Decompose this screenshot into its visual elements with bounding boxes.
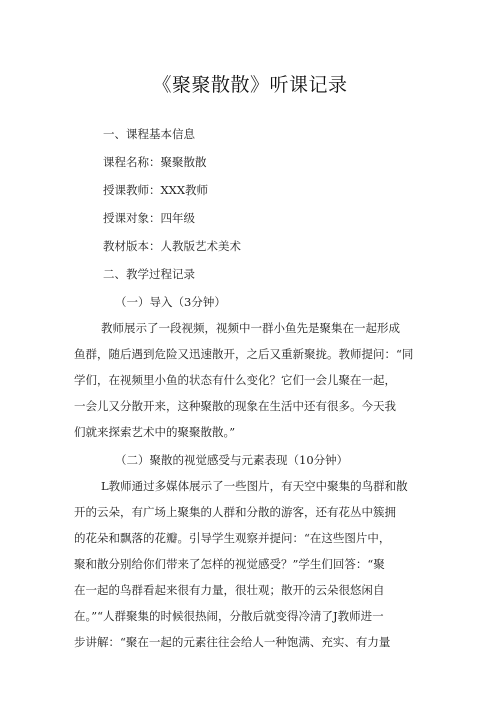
paragraph-line: 教师展示了一段视频，视频中一群小鱼先是聚集在一起形成 [101, 321, 400, 335]
document-title: 《聚聚散散》听课记录 [152, 74, 348, 96]
section-heading-process: 二、教学过程记录 [103, 267, 195, 281]
paragraph-line: 学们，在视频里小鱼的状态有什么变化？它们一会儿聚在一起， [74, 373, 396, 387]
paragraph-line: 步讲解：“聚在一起的元素往往会给人一种饱满、充实、有力量 [74, 635, 391, 649]
paragraph-line: 一会儿又分散开来，这种聚散的现象在生活中还有很多。今天我 [74, 399, 396, 413]
paragraph-line: 在。”“人群聚集的时候很热闹，分散后就变得冷清了J教师进一 [74, 609, 384, 623]
paragraph-line: 在一起的鸟群看起来很有力量，很壮观；散开的云朵很悠闲自 [74, 583, 385, 597]
audience-line: 授课对象：四年级 [103, 211, 195, 225]
teacher-line: 授课教师：XXX教师 [103, 183, 209, 197]
subsection-heading-intro: （一）导入（3分钟） [115, 295, 226, 309]
paragraph-line: 开的云朵，有广场上聚集的人群和分散的游客，还有花丛中簇拥 [74, 505, 396, 519]
edition-line: 教材版本：人教版艺术美术 [103, 239, 241, 253]
paragraph-line: L教师通过多媒体展示了一些图片，有天空中聚集的鸟群和散 [101, 479, 408, 493]
paragraph-line: 聚和散分别给你们带来了怎样的视觉感受？”学生们回答：“聚 [74, 557, 385, 571]
paragraph-line: 们就来探索艺术中的聚聚散散。” [74, 425, 236, 439]
course-name-line: 课程名称：聚聚散散 [103, 155, 207, 169]
subsection-heading-visual: （二）聚散的视觉感受与元素表现（10分钟） [115, 453, 349, 467]
paragraph-line: 的花朵和飘落的花瓣。引导学生观察并提问：“在这些图片中， [74, 531, 391, 545]
section-heading-basic-info: 一、课程基本信息 [103, 127, 195, 141]
paragraph-line: 鱼群，随后遇到危险又迅速散开，之后又重新聚拢。教师提问：“同 [74, 347, 414, 361]
